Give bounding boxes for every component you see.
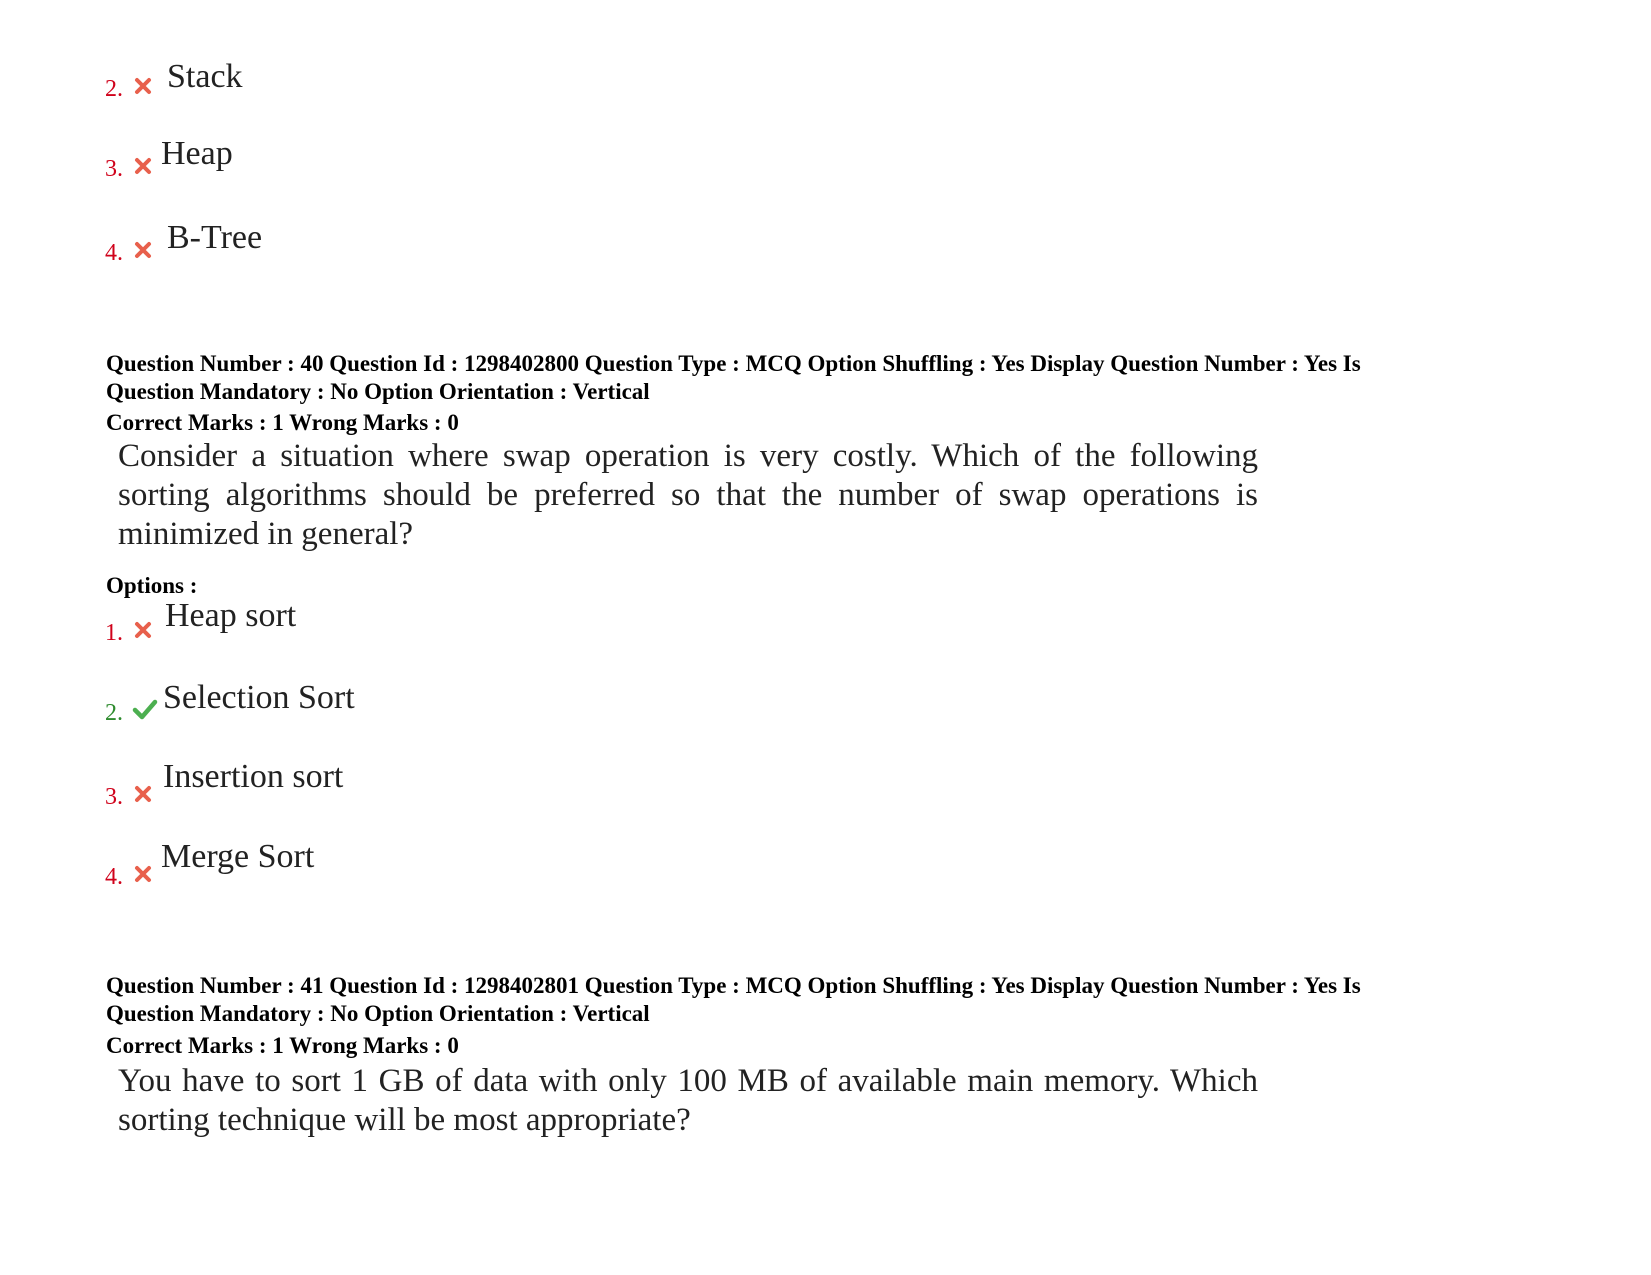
question-meta-line: Question Mandatory : No Option Orientation : Vertical bbox=[106, 1001, 650, 1026]
option-text: Heap sort bbox=[165, 597, 297, 634]
option-text: Insertion sort bbox=[163, 758, 344, 795]
question-meta bbox=[106, 350, 1506, 406]
option-number: 4. bbox=[105, 864, 123, 890]
option-text: Merge Sort bbox=[161, 838, 315, 875]
option-number: 3. bbox=[105, 156, 123, 182]
option-number: 2. bbox=[105, 76, 123, 102]
option-text: Selection Sort bbox=[163, 679, 355, 716]
question-text: You have to sort 1 GB of data with only 100 MB of available main memory. Which sorting technique will be most appropriate? bbox=[118, 1063, 1258, 1138]
cross-icon bbox=[132, 155, 154, 177]
option-number: 4. bbox=[105, 240, 123, 266]
question-marks: Correct Marks : 1 Wrong Marks : 0 bbox=[106, 410, 459, 435]
check-icon bbox=[132, 697, 158, 721]
cross-icon bbox=[132, 619, 154, 641]
question-meta-line: Question Mandatory : No Option Orientation : Vertical bbox=[106, 379, 650, 404]
question-meta bbox=[106, 972, 1506, 1028]
cross-icon bbox=[132, 783, 154, 805]
question-marks: Correct Marks : 1 Wrong Marks : 0 bbox=[106, 1033, 459, 1058]
question-text: Consider a situation where swap operation is very costly. Which of the following sorting algorithms should be preferred so that the number of swap operations is minimized in general? bbox=[118, 438, 1258, 552]
option-number: 1. bbox=[105, 620, 123, 646]
option-text: Stack bbox=[167, 58, 243, 95]
options-label: Options : bbox=[106, 573, 198, 598]
cross-icon bbox=[132, 863, 154, 885]
question-meta-line: Question Number : 40 Question Id : 1298402800 Question Type : MCQ Option Shuffling : Yes Display Question Number : Yes Is bbox=[106, 351, 1361, 376]
option-number: 2. bbox=[105, 700, 123, 726]
option-text: B-Tree bbox=[167, 219, 263, 256]
option-number: 3. bbox=[105, 784, 123, 810]
cross-icon bbox=[132, 75, 154, 97]
option-text: Heap bbox=[161, 135, 233, 172]
question-meta-line: Question Number : 41 Question Id : 1298402801 Question Type : MCQ Option Shuffling : Yes Display Question Number : Yes Is bbox=[106, 973, 1361, 998]
cross-icon bbox=[132, 239, 154, 261]
